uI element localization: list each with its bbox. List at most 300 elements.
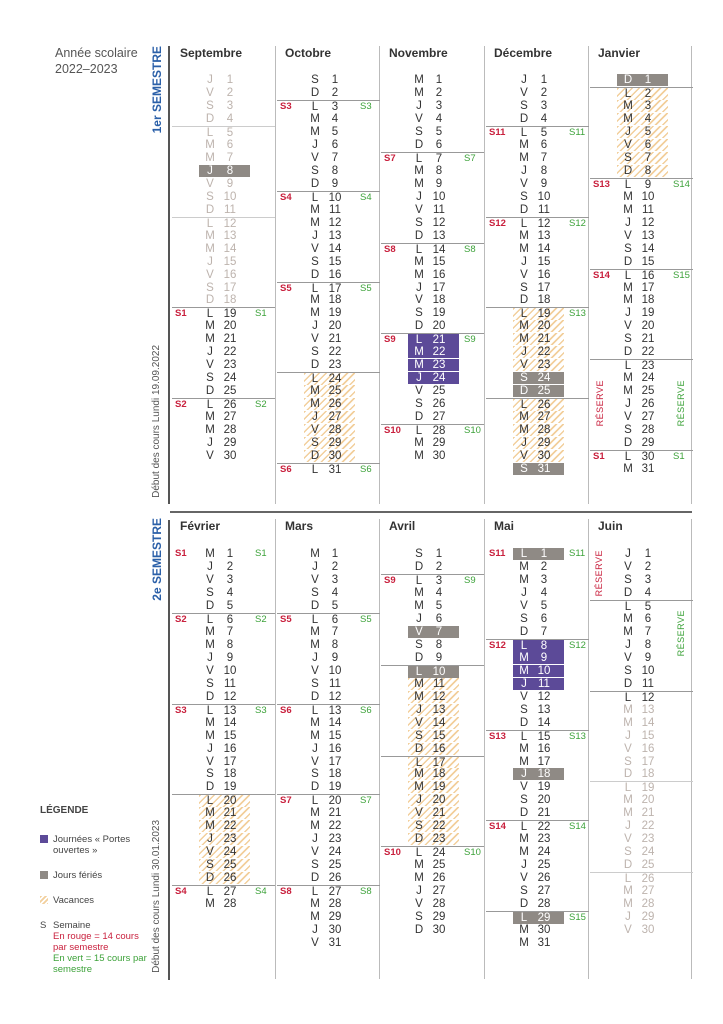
day-number: 26 bbox=[537, 872, 551, 885]
day-number: 9 bbox=[331, 651, 339, 664]
day-cell bbox=[172, 807, 275, 819]
day-number: 30 bbox=[537, 924, 551, 937]
day-number: 2 bbox=[540, 560, 548, 573]
day-number: 14 bbox=[432, 716, 446, 729]
weekday-letter: V bbox=[624, 833, 632, 846]
day-number: 18 bbox=[432, 768, 446, 781]
weekday-letter: S bbox=[624, 664, 632, 677]
day-number: 7 bbox=[331, 625, 339, 638]
weekday-letter: M bbox=[519, 560, 529, 573]
day-cell bbox=[590, 333, 693, 345]
semester2-label: 2e SEMESTRE bbox=[150, 518, 164, 601]
weekday-letter: V bbox=[624, 560, 632, 573]
legend-vacations bbox=[40, 895, 150, 906]
month-septembre bbox=[172, 46, 275, 506]
day-cell bbox=[590, 230, 693, 242]
day-cell bbox=[486, 346, 589, 358]
weekday-letter: J bbox=[521, 768, 527, 781]
day-number: 25 bbox=[223, 859, 237, 872]
day-cell bbox=[486, 437, 589, 449]
day-cell bbox=[486, 152, 589, 164]
month-title: Juin bbox=[598, 519, 623, 533]
day-number: 2 bbox=[435, 560, 443, 573]
weekday-letter: L bbox=[311, 464, 319, 477]
day-cell bbox=[590, 359, 693, 372]
week-label-green: S1 bbox=[673, 451, 685, 463]
weekday-letter: L bbox=[311, 704, 319, 717]
weekday-letter: V bbox=[520, 177, 528, 190]
day-cell bbox=[381, 346, 484, 358]
weekday-letter: L bbox=[206, 704, 214, 717]
day-cell bbox=[277, 437, 380, 449]
day-number: 24 bbox=[223, 846, 237, 859]
weekday-letter: S bbox=[520, 885, 528, 898]
day-cell bbox=[486, 100, 589, 112]
weekday-letter: L bbox=[206, 126, 214, 139]
weekday-letter: D bbox=[205, 203, 215, 216]
weekday-letter: V bbox=[415, 112, 423, 125]
weekday-letter: D bbox=[205, 385, 215, 398]
day-number: 31 bbox=[328, 937, 342, 950]
weekday-letter: M bbox=[205, 716, 215, 729]
weekday-letter: V bbox=[520, 450, 528, 463]
day-cell bbox=[590, 833, 693, 845]
day-cell bbox=[172, 872, 275, 884]
weekday-letter: M bbox=[205, 151, 215, 164]
day-cell bbox=[172, 639, 275, 651]
day-cell bbox=[381, 126, 484, 138]
day-number: 21 bbox=[432, 807, 446, 820]
day-number: 9 bbox=[644, 651, 652, 664]
day-cell bbox=[590, 717, 693, 729]
day-number: 27 bbox=[537, 885, 551, 898]
day-number: 3 bbox=[644, 99, 652, 112]
day-number: 8 bbox=[331, 164, 339, 177]
day-number: 8 bbox=[226, 164, 234, 177]
weekday-letter: L bbox=[311, 795, 319, 808]
day-number: 5 bbox=[540, 126, 548, 139]
day-number: 12 bbox=[223, 690, 237, 703]
day-cell bbox=[277, 600, 380, 612]
day-cell bbox=[277, 652, 380, 664]
weekday-letter: D bbox=[519, 898, 529, 911]
weekday-letter: M bbox=[414, 677, 424, 690]
weekday-letter: L bbox=[520, 639, 528, 652]
day-cell bbox=[172, 87, 275, 99]
day-cell bbox=[172, 126, 275, 139]
day-number: 16 bbox=[432, 268, 446, 281]
weekday-letter: J bbox=[312, 833, 318, 846]
weekday-letter: S bbox=[415, 125, 423, 138]
day-cell bbox=[277, 613, 380, 626]
week-label-green: S15 bbox=[569, 912, 586, 924]
day-cell bbox=[277, 678, 380, 690]
day-number: 20 bbox=[223, 795, 237, 808]
day-cell bbox=[277, 626, 380, 638]
day-cell bbox=[277, 152, 380, 164]
day-number: 17 bbox=[432, 281, 446, 294]
month-title: Avril bbox=[389, 519, 416, 533]
day-number: 9 bbox=[435, 651, 443, 664]
day-number: 5 bbox=[331, 125, 339, 138]
day-number: 28 bbox=[641, 424, 655, 437]
day-number: 21 bbox=[328, 333, 342, 346]
reserve-label-january-green: RÉSERVE bbox=[676, 380, 686, 427]
day-number: 18 bbox=[537, 294, 551, 307]
day-number: 1 bbox=[540, 74, 548, 86]
day-cell bbox=[486, 613, 589, 625]
weekday-letter: S bbox=[624, 424, 632, 437]
weekday-letter: D bbox=[623, 586, 633, 599]
day-number: 29 bbox=[537, 912, 551, 925]
day-cell bbox=[172, 256, 275, 268]
day-number: 28 bbox=[432, 425, 446, 438]
weekday-letter: M bbox=[310, 112, 320, 125]
day-number: 4 bbox=[331, 112, 339, 125]
day-cell bbox=[381, 574, 484, 587]
semester1-start: Début des cours Lundi 19.09.2022 bbox=[151, 345, 162, 498]
day-number: 2 bbox=[331, 86, 339, 99]
weekday-letter: M bbox=[205, 229, 215, 242]
day-cell bbox=[590, 320, 693, 332]
weekday-letter: J bbox=[416, 99, 422, 112]
day-cell bbox=[172, 652, 275, 664]
day-number: 16 bbox=[641, 742, 655, 755]
day-number: 22 bbox=[328, 346, 342, 359]
day-number: 11 bbox=[642, 677, 654, 690]
day-number: 7 bbox=[540, 625, 548, 638]
weekday-letter: J bbox=[207, 437, 213, 450]
legend-vacation-label: Vacances bbox=[53, 895, 95, 906]
day-number: 19 bbox=[641, 307, 655, 320]
weekday-letter: L bbox=[206, 795, 214, 808]
day-number: 11 bbox=[642, 203, 654, 216]
day-cell bbox=[486, 704, 589, 716]
day-number: 26 bbox=[432, 872, 446, 885]
day-number: 8 bbox=[540, 639, 548, 652]
week-label-red: S10 bbox=[384, 425, 401, 437]
day-number: 6 bbox=[540, 612, 548, 625]
school-year-value: 2022–2023 bbox=[55, 62, 118, 76]
day-cell bbox=[486, 781, 589, 793]
day-cell bbox=[277, 307, 380, 319]
day-number: 2 bbox=[644, 560, 652, 573]
day-cell bbox=[277, 126, 380, 138]
day-cell bbox=[381, 743, 484, 755]
weekday-letter: S bbox=[206, 99, 214, 112]
weekday-letter: V bbox=[311, 755, 319, 768]
day-number: 22 bbox=[537, 346, 551, 359]
day-cell bbox=[486, 230, 589, 242]
weekday-letter: V bbox=[624, 924, 632, 937]
day-number: 10 bbox=[328, 191, 342, 204]
day-number: 6 bbox=[644, 612, 652, 625]
day-cell bbox=[277, 794, 380, 807]
day-number: 25 bbox=[328, 859, 342, 872]
day-number: 29 bbox=[328, 437, 342, 450]
week-label-green: S13 bbox=[569, 308, 586, 320]
day-cell bbox=[381, 204, 484, 216]
day-number: 2 bbox=[226, 86, 234, 99]
weekday-letter: M bbox=[519, 411, 529, 424]
weekday-letter: M bbox=[519, 846, 529, 859]
day-number: 12 bbox=[537, 690, 551, 703]
day-cell bbox=[381, 320, 484, 332]
day-number: 24 bbox=[641, 846, 655, 859]
week-label-green: S9 bbox=[464, 334, 476, 346]
month-title: Octobre bbox=[285, 46, 332, 60]
day-number: 11 bbox=[538, 203, 550, 216]
week-label-green: S7 bbox=[360, 795, 372, 807]
day-cell bbox=[277, 294, 380, 306]
week-label-green: S1 bbox=[255, 548, 267, 559]
day-cell bbox=[277, 217, 380, 229]
day-number: 23 bbox=[432, 833, 446, 846]
week-label-red: S10 bbox=[384, 847, 401, 859]
day-cell bbox=[277, 691, 380, 703]
weekday-letter: V bbox=[520, 781, 528, 794]
day-cell bbox=[381, 269, 484, 281]
month-title: Février bbox=[180, 519, 221, 533]
day-cell bbox=[172, 626, 275, 638]
day-number: 7 bbox=[540, 151, 548, 164]
week-label-red: S1 bbox=[175, 308, 187, 320]
weekday-letter: L bbox=[520, 912, 528, 925]
day-cell bbox=[486, 165, 589, 177]
day-number: 4 bbox=[540, 112, 548, 125]
weekday-letter: M bbox=[205, 411, 215, 424]
day-cell bbox=[172, 294, 275, 306]
weekday-letter: L bbox=[415, 243, 423, 256]
week-label-red: S1 bbox=[593, 451, 605, 463]
weekday-letter: S bbox=[415, 548, 423, 560]
day-number: 9 bbox=[226, 651, 234, 664]
day-cell bbox=[486, 652, 589, 664]
weekday-letter: J bbox=[416, 794, 422, 807]
day-cell bbox=[486, 898, 589, 910]
day-number: 8 bbox=[644, 638, 652, 651]
day-number: 21 bbox=[641, 333, 655, 346]
day-cell bbox=[277, 846, 380, 858]
day-cell bbox=[381, 307, 484, 319]
weekday-letter: L bbox=[311, 613, 319, 626]
weekday-letter: M bbox=[205, 320, 215, 333]
day-number: 16 bbox=[537, 742, 551, 755]
weekday-letter: L bbox=[520, 126, 528, 139]
day-number: 21 bbox=[328, 807, 342, 820]
day-number: 19 bbox=[223, 781, 237, 794]
day-cell bbox=[486, 320, 589, 332]
day-number: 13 bbox=[641, 703, 655, 716]
weekday-letter: M bbox=[519, 937, 529, 950]
day-number: 15 bbox=[432, 729, 446, 742]
day-number: 27 bbox=[537, 411, 551, 424]
day-cell bbox=[590, 885, 693, 897]
day-number: 12 bbox=[537, 217, 551, 230]
day-number: 9 bbox=[540, 651, 548, 664]
weekday-letter: J bbox=[521, 255, 527, 268]
day-number: 19 bbox=[432, 781, 446, 794]
weekday-letter: M bbox=[310, 548, 320, 560]
day-number: 1 bbox=[331, 74, 339, 86]
day-number: 31 bbox=[641, 463, 655, 476]
day-cell bbox=[381, 450, 484, 462]
day-cell bbox=[172, 74, 275, 86]
day-cell bbox=[590, 191, 693, 203]
weekday-letter: M bbox=[623, 203, 633, 216]
day-cell bbox=[381, 372, 484, 384]
weekday-letter: M bbox=[519, 573, 529, 586]
weekday-letter: L bbox=[624, 782, 632, 795]
month-title: Novembre bbox=[389, 46, 448, 60]
day-cell bbox=[590, 807, 693, 819]
day-number: 23 bbox=[432, 359, 446, 372]
day-cell bbox=[381, 139, 484, 151]
weekday-letter: D bbox=[519, 203, 529, 216]
day-number: 19 bbox=[537, 781, 551, 794]
day-cell bbox=[381, 639, 484, 651]
day-cell bbox=[590, 126, 693, 138]
weekday-letter: S bbox=[311, 74, 319, 86]
day-cell bbox=[486, 139, 589, 151]
day-number: 24 bbox=[537, 372, 551, 385]
day-cell bbox=[590, 139, 693, 151]
weekday-letter: J bbox=[625, 307, 631, 320]
day-number: 28 bbox=[432, 898, 446, 911]
day-number: 23 bbox=[328, 833, 342, 846]
weekday-letter: M bbox=[414, 872, 424, 885]
day-cell bbox=[381, 717, 484, 729]
day-cell bbox=[381, 243, 484, 256]
day-cell bbox=[381, 730, 484, 742]
day-number: 29 bbox=[537, 437, 551, 450]
day-number: 11 bbox=[224, 203, 236, 216]
day-cell bbox=[277, 100, 380, 113]
weekday-letter: V bbox=[520, 359, 528, 372]
weekday-letter: M bbox=[205, 898, 215, 911]
weekday-letter: M bbox=[414, 781, 424, 794]
weekday-letter: V bbox=[415, 385, 423, 398]
weekday-letter: M bbox=[310, 911, 320, 924]
day-cell bbox=[277, 346, 380, 358]
day-cell bbox=[172, 561, 275, 573]
day-cell bbox=[590, 100, 693, 112]
week-label-red: S14 bbox=[593, 269, 610, 281]
day-cell bbox=[172, 139, 275, 151]
day-cell bbox=[172, 833, 275, 845]
day-number: 25 bbox=[328, 385, 342, 398]
day-cell bbox=[277, 424, 380, 436]
weekday-letter: S bbox=[311, 255, 319, 268]
day-number: 15 bbox=[432, 255, 446, 268]
day-cell bbox=[172, 165, 275, 177]
day-cell bbox=[277, 859, 380, 871]
day-number: 27 bbox=[432, 411, 446, 424]
day-number: 16 bbox=[223, 268, 237, 281]
day-cell bbox=[277, 269, 380, 281]
day-number: 1 bbox=[644, 548, 652, 560]
weekday-letter: S bbox=[520, 372, 528, 385]
weekday-letter: M bbox=[205, 138, 215, 151]
day-number: 24 bbox=[223, 372, 237, 385]
day-cell bbox=[381, 294, 484, 306]
week-label-green: S11 bbox=[569, 126, 586, 138]
week-label-red: S4 bbox=[175, 886, 187, 898]
day-cell bbox=[590, 243, 693, 255]
day-number: 14 bbox=[328, 242, 342, 255]
day-cell bbox=[486, 385, 589, 397]
day-cell bbox=[172, 756, 275, 768]
day-cell bbox=[486, 307, 589, 320]
weekday-letter: V bbox=[624, 742, 632, 755]
weekday-letter: D bbox=[623, 768, 633, 781]
day-number: 30 bbox=[641, 924, 655, 937]
day-number: 17 bbox=[641, 755, 655, 768]
weekday-letter: D bbox=[519, 294, 529, 307]
week-label-green: S1 bbox=[255, 308, 267, 320]
weekday-letter: M bbox=[623, 898, 633, 911]
weekday-letter: J bbox=[521, 346, 527, 359]
month-mai bbox=[486, 519, 589, 979]
day-number: 6 bbox=[226, 613, 234, 626]
weekday-letter: V bbox=[311, 664, 319, 677]
day-cell bbox=[381, 859, 484, 871]
day-number: 3 bbox=[331, 573, 339, 586]
day-number: 6 bbox=[226, 138, 234, 151]
weekday-letter: J bbox=[207, 255, 213, 268]
weekday-letter: M bbox=[519, 320, 529, 333]
week-label-green: S8 bbox=[360, 886, 372, 898]
weekday-letter: M bbox=[205, 807, 215, 820]
day-number: 22 bbox=[328, 820, 342, 833]
day-number: 6 bbox=[435, 138, 443, 151]
day-cell bbox=[381, 359, 484, 371]
day-number: 15 bbox=[328, 729, 342, 742]
week-label-green: S4 bbox=[255, 886, 267, 898]
day-number: 26 bbox=[641, 398, 655, 411]
day-number: 28 bbox=[328, 898, 342, 911]
weekday-letter: M bbox=[310, 729, 320, 742]
weekday-letter: M bbox=[310, 398, 320, 411]
day-cell bbox=[172, 587, 275, 599]
day-cell bbox=[486, 463, 589, 475]
month-octobre bbox=[277, 46, 380, 506]
day-number: 30 bbox=[432, 450, 446, 463]
week-label-green: S3 bbox=[255, 704, 267, 716]
day-number: 16 bbox=[328, 742, 342, 755]
day-cell bbox=[381, 600, 484, 612]
day-cell bbox=[277, 665, 380, 677]
weekday-letter: D bbox=[414, 924, 424, 937]
day-number: 15 bbox=[537, 255, 551, 268]
day-number: 22 bbox=[223, 820, 237, 833]
weekday-letter: S bbox=[311, 346, 319, 359]
day-number: 3 bbox=[435, 99, 443, 112]
day-number: 19 bbox=[432, 307, 446, 320]
day-cell bbox=[590, 898, 693, 910]
weekday-letter: V bbox=[206, 573, 214, 586]
day-cell bbox=[486, 548, 589, 560]
weekday-letter: M bbox=[310, 638, 320, 651]
weekday-letter: M bbox=[519, 742, 529, 755]
day-number: 21 bbox=[537, 333, 551, 346]
weekday-letter: D bbox=[414, 651, 424, 664]
day-cell bbox=[381, 652, 484, 664]
day-cell bbox=[172, 781, 275, 793]
day-cell bbox=[486, 113, 589, 125]
day-number: 31 bbox=[328, 464, 342, 477]
day-cell bbox=[381, 437, 484, 449]
